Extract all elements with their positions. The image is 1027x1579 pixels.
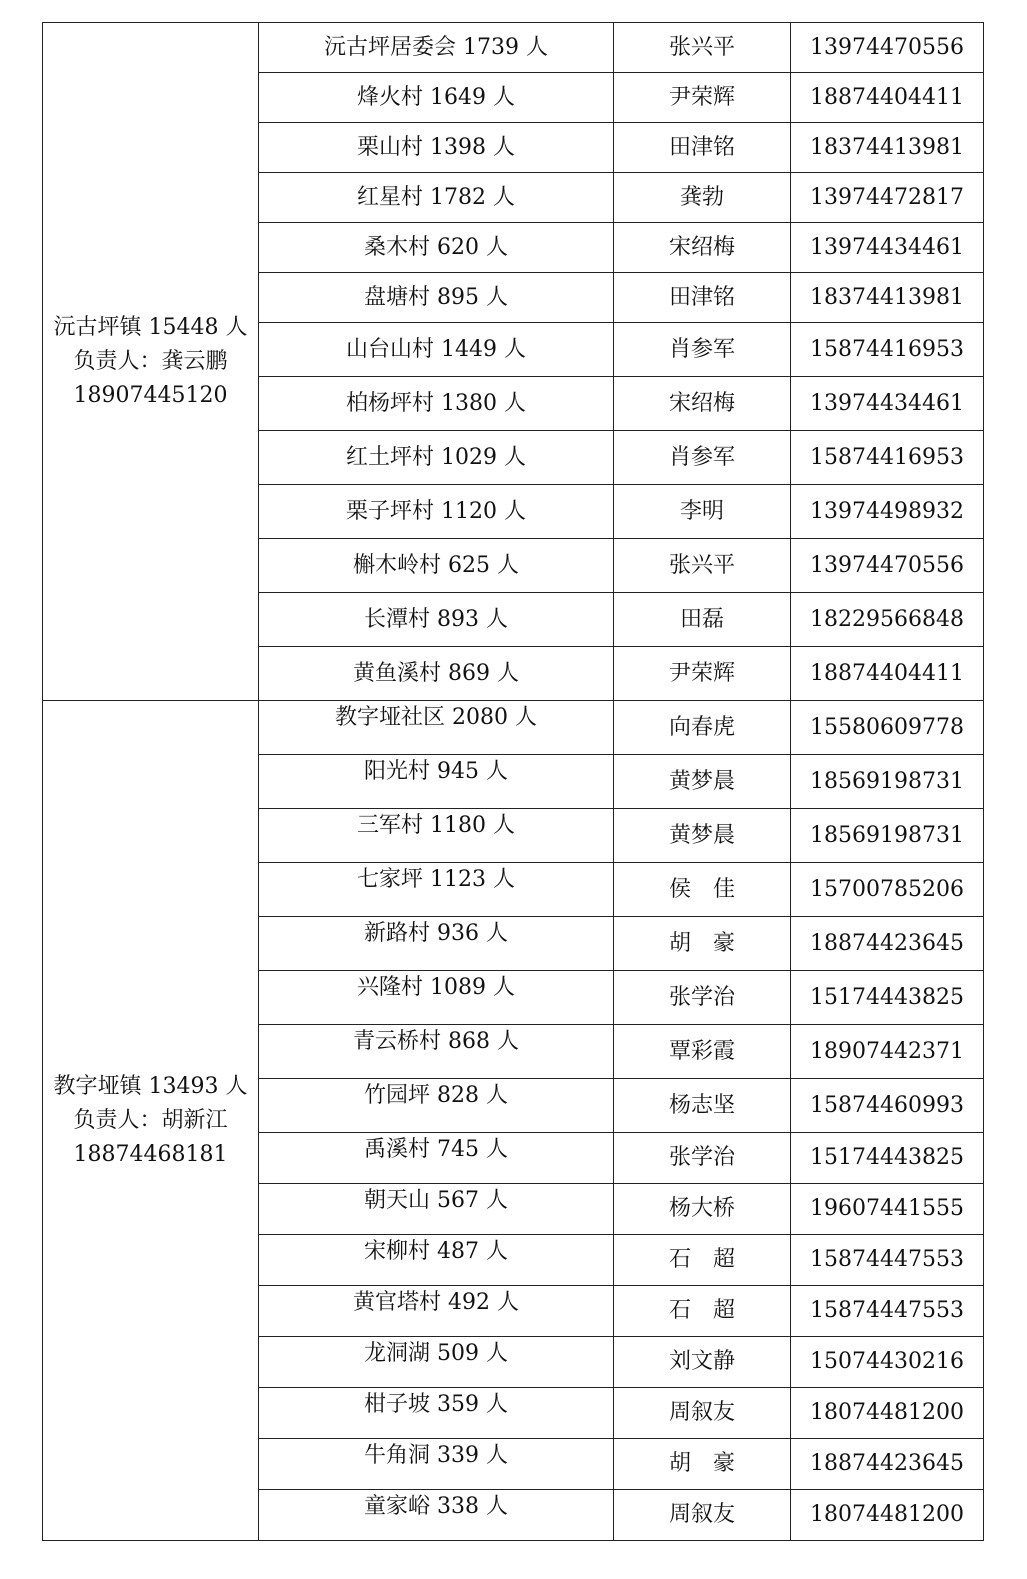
person-cell: 石 超 bbox=[614, 1235, 791, 1286]
village-cell: 黄鱼溪村 869 人 bbox=[259, 647, 614, 701]
village-cell: 盘塘村 895 人 bbox=[259, 273, 614, 323]
village-cell: 禹溪村 745 人 bbox=[259, 1133, 614, 1184]
person-cell: 向春虎 bbox=[614, 701, 791, 755]
village-cell: 青云桥村 868 人 bbox=[259, 1025, 614, 1079]
phone-cell: 19607441555 bbox=[791, 1184, 984, 1235]
village-cell: 栗子坪村 1120 人 bbox=[259, 485, 614, 539]
table-body bbox=[43, 23, 984, 1541]
person-cell: 田津铭 bbox=[614, 123, 791, 173]
phone-cell: 18569198731 bbox=[791, 755, 984, 809]
village-cell: 新路村 936 人 bbox=[259, 917, 614, 971]
village-cell: 红土坪村 1029 人 bbox=[259, 431, 614, 485]
town-name: 教字垭镇 13493 人 bbox=[53, 1073, 248, 1099]
phone-cell: 13974434461 bbox=[791, 377, 984, 431]
phone-cell: 15874447553 bbox=[791, 1235, 984, 1286]
person-cell: 尹荣辉 bbox=[614, 73, 791, 123]
phone-cell: 15874416953 bbox=[791, 431, 984, 485]
person-cell: 张兴平 bbox=[614, 539, 791, 593]
person-cell: 胡 豪 bbox=[614, 917, 791, 971]
village-cell: 龙洞湖 509 人 bbox=[259, 1337, 614, 1388]
person-cell: 胡 豪 bbox=[614, 1439, 791, 1490]
village-cell: 黄官塔村 492 人 bbox=[259, 1286, 614, 1337]
phone-cell: 15874447553 bbox=[791, 1286, 984, 1337]
phone-cell: 15874460993 bbox=[791, 1079, 984, 1133]
phone-cell: 18074481200 bbox=[791, 1490, 984, 1541]
person-cell: 侯 佳 bbox=[614, 863, 791, 917]
person-cell: 田磊 bbox=[614, 593, 791, 647]
town-phone: 18874468181 bbox=[73, 1141, 228, 1167]
village-cell: 教字垭社区 2080 人 bbox=[259, 701, 614, 755]
phone-cell: 13974470556 bbox=[791, 539, 984, 593]
phone-cell: 13974470556 bbox=[791, 23, 984, 73]
person-cell: 黄梦晨 bbox=[614, 809, 791, 863]
phone-cell: 15174443825 bbox=[791, 1133, 984, 1184]
person-cell: 田津铭 bbox=[614, 273, 791, 323]
phone-cell: 15580609778 bbox=[791, 701, 984, 755]
person-cell: 石 超 bbox=[614, 1286, 791, 1337]
phone-cell: 18229566848 bbox=[791, 593, 984, 647]
person-cell: 周叙友 bbox=[614, 1490, 791, 1541]
phone-cell: 18874404411 bbox=[791, 647, 984, 701]
contact-table bbox=[42, 22, 984, 1541]
village-cell: 童家峪 338 人 bbox=[259, 1490, 614, 1541]
village-cell: 红星村 1782 人 bbox=[259, 173, 614, 223]
person-cell: 李明 bbox=[614, 485, 791, 539]
village-cell: 烽火村 1649 人 bbox=[259, 73, 614, 123]
person-cell: 张兴平 bbox=[614, 23, 791, 73]
village-cell: 竹园坪 828 人 bbox=[259, 1079, 614, 1133]
town-phone: 18907445120 bbox=[73, 382, 228, 408]
town-leader: 负责人：龚云鹏 bbox=[73, 348, 228, 374]
phone-cell: 13974434461 bbox=[791, 223, 984, 273]
village-cell: 七家坪 1123 人 bbox=[259, 863, 614, 917]
person-cell: 肖参军 bbox=[614, 431, 791, 485]
person-cell: 黄梦晨 bbox=[614, 755, 791, 809]
phone-cell: 13974498932 bbox=[791, 485, 984, 539]
village-cell: 柑子坡 359 人 bbox=[259, 1388, 614, 1439]
town-cell bbox=[43, 23, 259, 701]
village-cell: 桑木村 620 人 bbox=[259, 223, 614, 273]
village-cell: 山台山村 1449 人 bbox=[259, 323, 614, 377]
person-cell: 张学治 bbox=[614, 1133, 791, 1184]
phone-cell: 18074481200 bbox=[791, 1388, 984, 1439]
town-cell bbox=[43, 701, 259, 1541]
village-cell: 三军村 1180 人 bbox=[259, 809, 614, 863]
village-cell: 沅古坪居委会 1739 人 bbox=[259, 23, 614, 73]
person-cell: 肖参军 bbox=[614, 323, 791, 377]
village-cell: 槲木岭村 625 人 bbox=[259, 539, 614, 593]
village-cell: 兴隆村 1089 人 bbox=[259, 971, 614, 1025]
person-cell: 尹荣辉 bbox=[614, 647, 791, 701]
phone-cell: 15174443825 bbox=[791, 971, 984, 1025]
person-cell: 杨大桥 bbox=[614, 1184, 791, 1235]
village-cell: 柏杨坪村 1380 人 bbox=[259, 377, 614, 431]
village-cell: 朝天山 567 人 bbox=[259, 1184, 614, 1235]
phone-cell: 18569198731 bbox=[791, 809, 984, 863]
town-name: 沅古坪镇 15448 人 bbox=[53, 314, 248, 340]
phone-cell: 18874423645 bbox=[791, 1439, 984, 1490]
village-cell: 牛角洞 339 人 bbox=[259, 1439, 614, 1490]
person-cell: 刘文静 bbox=[614, 1337, 791, 1388]
person-cell: 杨志坚 bbox=[614, 1079, 791, 1133]
village-cell: 栗山村 1398 人 bbox=[259, 123, 614, 173]
phone-cell: 18874423645 bbox=[791, 917, 984, 971]
phone-cell: 18874404411 bbox=[791, 73, 984, 123]
person-cell: 宋绍梅 bbox=[614, 223, 791, 273]
person-cell: 宋绍梅 bbox=[614, 377, 791, 431]
phone-cell: 15074430216 bbox=[791, 1337, 984, 1388]
phone-cell: 18907442371 bbox=[791, 1025, 984, 1079]
person-cell: 龚勃 bbox=[614, 173, 791, 223]
phone-cell: 18374413981 bbox=[791, 123, 984, 173]
phone-cell: 18374413981 bbox=[791, 273, 984, 323]
phone-cell: 15874416953 bbox=[791, 323, 984, 377]
person-cell: 覃彩霞 bbox=[614, 1025, 791, 1079]
person-cell: 周叙友 bbox=[614, 1388, 791, 1439]
phone-cell: 15700785206 bbox=[791, 863, 984, 917]
village-cell: 阳光村 945 人 bbox=[259, 755, 614, 809]
person-cell: 张学治 bbox=[614, 971, 791, 1025]
town-leader: 负责人：胡新江 bbox=[73, 1107, 228, 1133]
table-row bbox=[43, 23, 984, 73]
phone-cell: 13974472817 bbox=[791, 173, 984, 223]
village-cell: 宋柳村 487 人 bbox=[259, 1235, 614, 1286]
village-cell: 长潭村 893 人 bbox=[259, 593, 614, 647]
table-row bbox=[43, 701, 984, 755]
